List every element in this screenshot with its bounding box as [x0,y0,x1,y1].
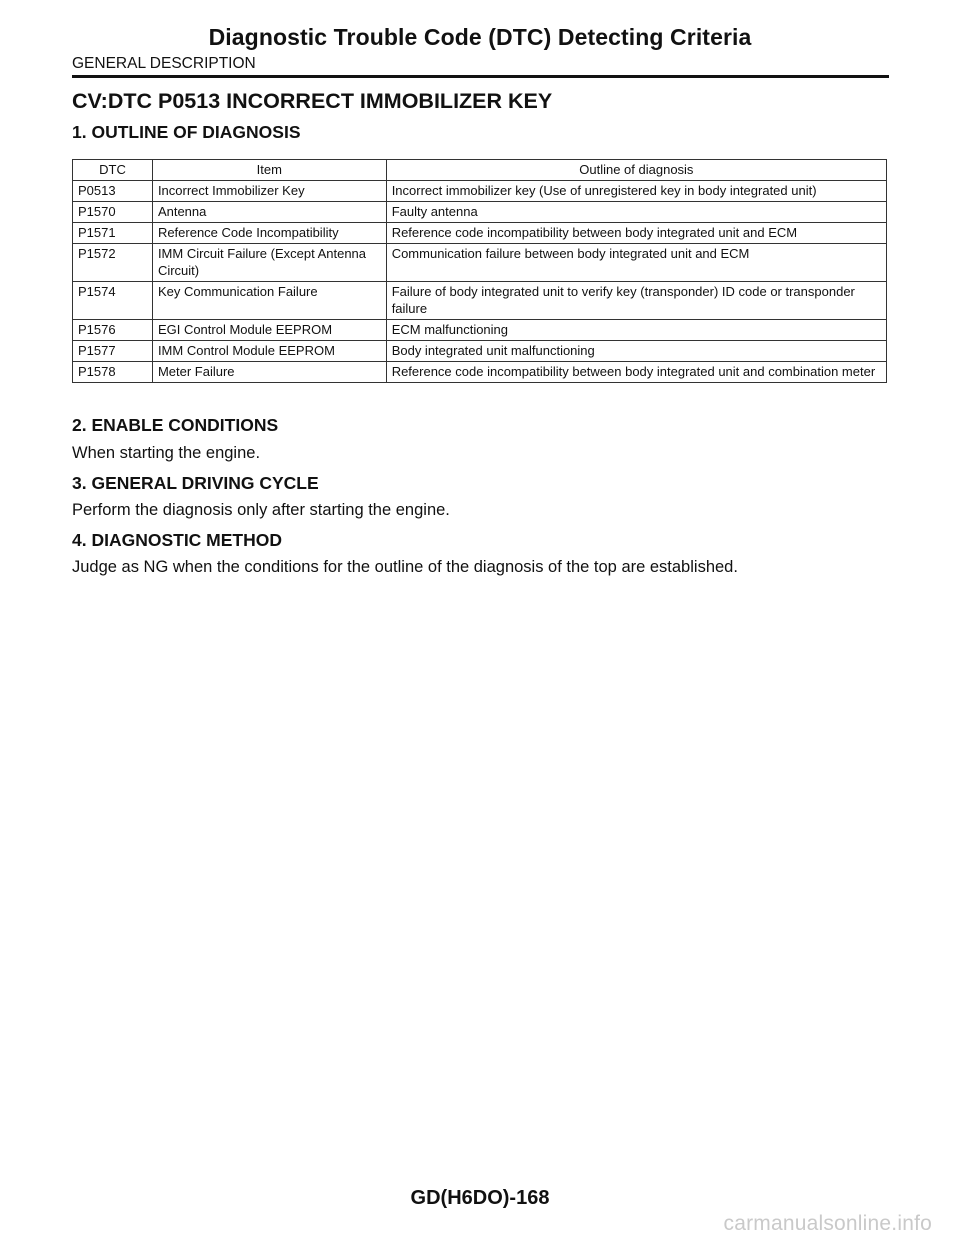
section-title: CV:DTC P0513 INCORRECT IMMOBILIZER KEY [72,89,553,113]
item-cell: Reference Code Incompatibility [152,223,386,244]
dtc-code-cell: P1576 [73,320,153,341]
item-cell: IMM Control Module EEPROM [152,341,386,362]
dtc-code-cell: P1572 [73,244,153,282]
outline-cell: Faulty antenna [386,202,886,223]
column-header-item: Item [152,160,386,181]
item-cell: IMM Circuit Failure (Except Antenna Circuit) [152,244,386,282]
item-cell: Incorrect Immobilizer Key [152,181,386,202]
outline-cell: Incorrect immobilizer key (Use of unregistered key in body integrated unit) [386,181,886,202]
item-cell: Key Communication Failure [152,282,386,320]
diagnostic-method-text: Judge as NG when the conditions for the outline of the diagnosis of the top are established. [72,558,738,576]
enable-conditions-heading: 2. ENABLE CONDITIONS [72,415,279,435]
item-cell: EGI Control Module EEPROM [152,320,386,341]
dtc-code-cell: P1574 [73,282,153,320]
table-row [73,320,887,341]
enable-conditions-text: When starting the engine. [72,444,261,462]
table-row [73,223,887,244]
dtc-code-cell: P1577 [73,341,153,362]
dtc-code-cell: P1578 [73,362,153,383]
outline-cell: Communication failure between body integrated unit and ECM [386,244,886,282]
page-number: GD(H6DO)-168 [410,1187,550,1209]
page-title: Diagnostic Trouble Code (DTC) Detecting Criteria [208,24,752,50]
table-row [73,362,887,383]
table-row [73,282,887,320]
header-divider [72,75,889,78]
item-cell: Antenna [152,202,386,223]
outline-cell: Reference code incompatibility between body integrated unit and combination meter [386,362,886,383]
outline-cell: Failure of body integrated unit to verify key (transponder) ID code or transponder failure [386,282,886,320]
diagnostic-method-heading: 4. DIAGNOSTIC METHOD [72,530,283,550]
column-header-dtc: DTC [73,160,153,181]
outline-cell: ECM malfunctioning [386,320,886,341]
outline-heading: 1. OUTLINE OF DIAGNOSIS [72,122,301,142]
column-header-outline: Outline of diagnosis [386,160,886,181]
item-cell: Meter Failure [152,362,386,383]
driving-cycle-heading: 3. GENERAL DRIVING CYCLE [72,473,319,493]
driving-cycle-text: Perform the diagnosis only after starting the engine. [72,501,450,519]
dtc-code-cell: P1571 [73,223,153,244]
outline-cell: Reference code incompatibility between body integrated unit and ECM [386,223,886,244]
table-row [73,202,887,223]
dtc-code-cell: P1570 [73,202,153,223]
table-header-row [73,160,887,181]
page-subtitle: GENERAL DESCRIPTION [72,55,256,72]
table-row [73,341,887,362]
outline-cell: Body integrated unit malfunctioning [386,341,886,362]
watermark: carmanualsonline.info [723,1212,932,1235]
dtc-code-cell: P0513 [73,181,153,202]
table-row [73,244,887,282]
table-row [73,181,887,202]
dtc-table [72,159,887,383]
